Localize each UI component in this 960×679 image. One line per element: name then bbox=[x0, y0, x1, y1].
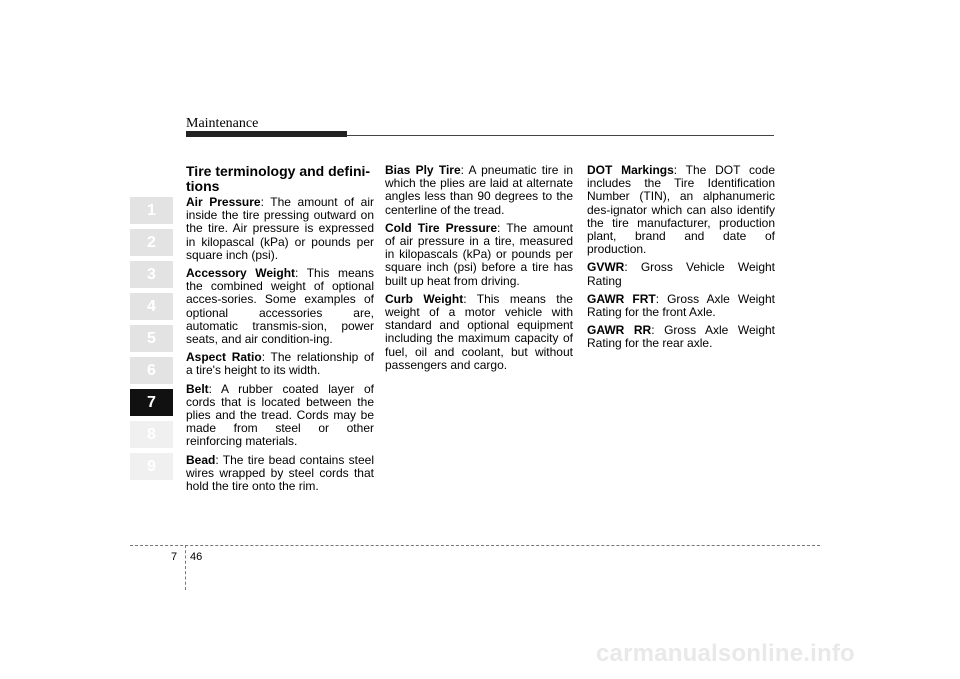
definition-entry bbox=[186, 454, 374, 494]
definition-term: GAWR RR bbox=[587, 323, 652, 338]
chapter-tab-label: 3 bbox=[147, 265, 156, 283]
definition-entry bbox=[385, 222, 573, 288]
definition-text: : The DOT code includes the Tire Identification Number (TIN), an alphanumeric des-ignator which can also identify the tire manufacturer, production plant, brand and date of production. bbox=[587, 163, 775, 257]
chapter-tabs bbox=[130, 197, 173, 485]
definition-term: Belt bbox=[186, 381, 209, 396]
definition-text: : The tire bead contains steel wires wrapped by steel cords that hold the tire onto the rim. bbox=[186, 452, 374, 494]
chapter-tab-7-active[interactable] bbox=[130, 389, 173, 416]
definition-term: GVWR bbox=[587, 260, 625, 275]
chapter-tab-5[interactable] bbox=[130, 325, 173, 352]
definition-text: : A pneumatic tire in which the plies are laid at alternate angles less than 90 degrees to the centerline of the tread. bbox=[385, 163, 573, 217]
chapter-tab-6[interactable] bbox=[130, 357, 173, 384]
definition-text: : A rubber coated layer of cords that is located between the plies and the tread. Cords may be made from steel or other reinforcing materials. bbox=[186, 381, 374, 449]
footer-divider bbox=[130, 545, 820, 546]
footer-vertical-divider bbox=[185, 545, 186, 590]
chapter-tab-label: 2 bbox=[147, 233, 156, 251]
definition-text: : The relationship of a tire's height to its width. bbox=[186, 350, 374, 378]
definition-entry bbox=[587, 293, 775, 319]
chapter-tab-label: 8 bbox=[147, 425, 156, 443]
definition-entry bbox=[385, 293, 573, 372]
chapter-tab-label: 1 bbox=[147, 201, 156, 219]
chapter-tab-4[interactable] bbox=[130, 293, 173, 320]
definition-term: Air Pressure bbox=[186, 195, 261, 209]
footer-page-number: 46 bbox=[190, 551, 203, 563]
page-header-title: Maintenance bbox=[186, 116, 259, 131]
definition-text: : Gross Axle Weight Rating for the front Axle. bbox=[587, 291, 775, 320]
definition-term: GAWR FRT bbox=[587, 291, 656, 306]
chapter-tab-9[interactable] bbox=[130, 453, 173, 480]
definition-entry bbox=[587, 324, 775, 350]
chapter-tab-label: 4 bbox=[147, 297, 156, 315]
text-column-3 bbox=[587, 164, 775, 356]
definition-entry bbox=[186, 196, 374, 262]
definition-entry bbox=[186, 383, 374, 449]
definition-term: Curb Weight bbox=[385, 291, 464, 306]
definition-term: Bead bbox=[186, 452, 216, 467]
definition-text: : Gross Vehicle Weight Rating bbox=[587, 260, 775, 288]
definition-entry bbox=[186, 351, 374, 377]
watermark-text: carmanualsonline.info bbox=[596, 640, 855, 667]
header-rule-thin bbox=[347, 135, 774, 136]
definition-entry bbox=[186, 267, 374, 346]
definition-term: Accessory Weight bbox=[186, 266, 296, 281]
text-column-2 bbox=[385, 164, 573, 377]
chapter-tab-label: 6 bbox=[147, 361, 156, 379]
definition-term: DOT Markings bbox=[587, 163, 674, 177]
definition-text: : The amount of air inside the tire pressing outward on the tire. Air pressure is expressed in kilopascal (kPa) or pounds per square inch (psi). bbox=[186, 195, 375, 262]
chapter-tab-3[interactable] bbox=[130, 261, 173, 288]
header-rule-thick bbox=[186, 131, 347, 137]
chapter-tab-label: 7 bbox=[147, 393, 156, 411]
section-heading: Tire terminology and defini-tions bbox=[186, 163, 371, 194]
definition-text: : This means the combined weight of optional acces-sories. Some examples of optional accessories are, automatic transmis-sion, power seats, and air condition-ing. bbox=[186, 266, 374, 347]
chapter-tab-label: 5 bbox=[147, 329, 156, 347]
chapter-tab-8[interactable] bbox=[130, 421, 173, 448]
chapter-tab-2[interactable] bbox=[130, 229, 173, 256]
chapter-tab-1[interactable] bbox=[130, 197, 173, 224]
definition-entry bbox=[385, 164, 573, 217]
chapter-tab-label: 9 bbox=[147, 457, 156, 475]
definition-term: Cold Tire Pressure bbox=[385, 220, 497, 235]
definition-entry bbox=[587, 164, 775, 256]
definition-text: : This means the weight of a motor vehicle with standard and optional equipment including the maximum capacity of fuel, oil and coolant, but without passengers and cargo. bbox=[385, 291, 573, 372]
footer-chapter-number: 7 bbox=[171, 551, 178, 563]
text-column-1 bbox=[186, 164, 374, 498]
definition-entry bbox=[587, 261, 775, 287]
definition-term: Aspect Ratio bbox=[186, 350, 262, 365]
definition-text: : Gross Axle Weight Rating for the rear axle. bbox=[587, 323, 776, 351]
definition-term: Bias Ply Tire bbox=[385, 163, 461, 177]
definition-text: : The amount of air pressure in a tire, measured in kilopascals (kPa) or pounds per square inch (psi) before a tire has built up heat from driving. bbox=[385, 220, 573, 288]
